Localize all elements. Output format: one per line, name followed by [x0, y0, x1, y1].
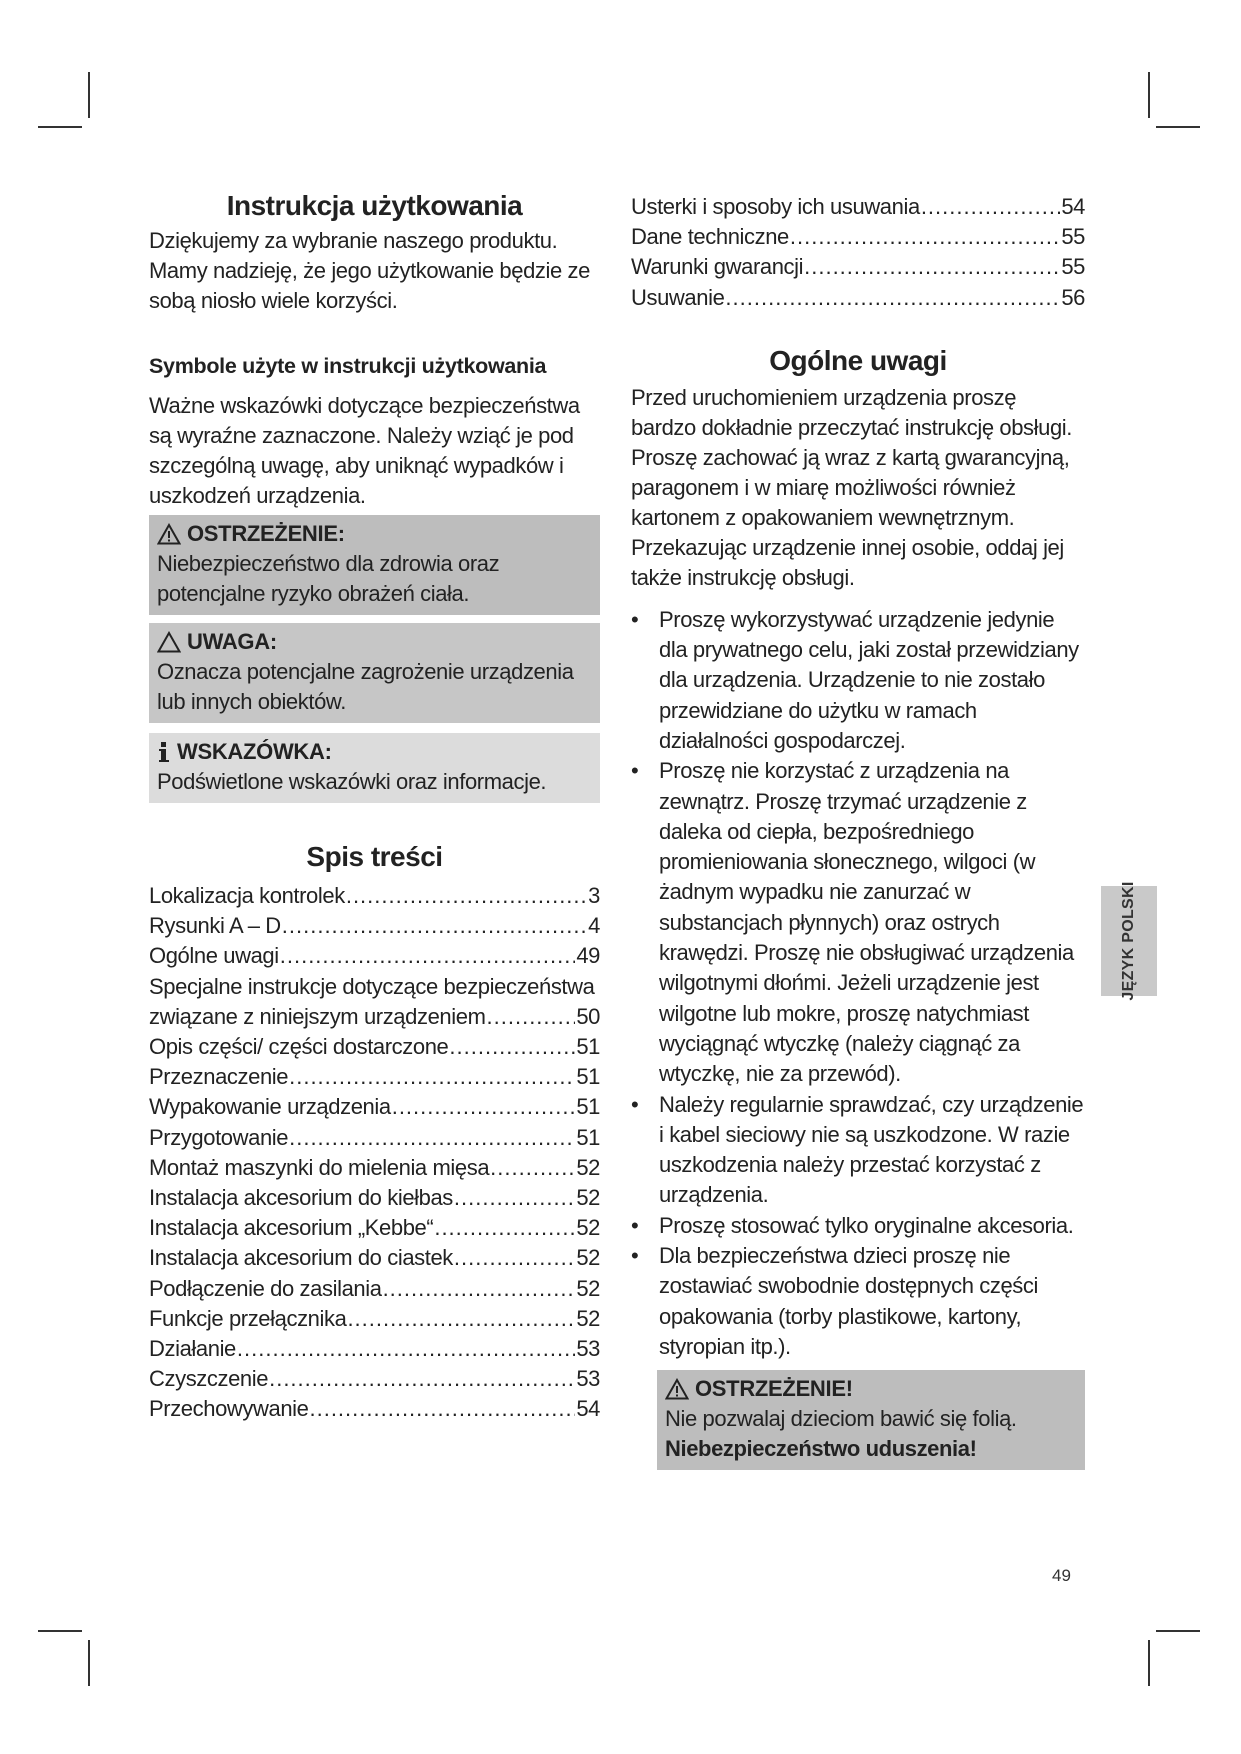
toc-item-label: Funkcje przełącznika	[149, 1305, 347, 1331]
toc-leader-dots	[392, 1092, 576, 1122]
toc-item-page: 54	[576, 1396, 600, 1422]
bullet-item	[631, 756, 1085, 1089]
page-title: Instrukcja użytkowania	[226, 190, 523, 221]
child-warning-bold: Niebezpieczeństwo uduszenia!	[665, 1436, 977, 1462]
bullet-text: Dla bezpieczeństwa dzieci proszę nie zostawiać swobodnie dostępnych części opakowania (torby plastikowe, kartony, styropian itp.).	[659, 1243, 1038, 1359]
crop-mark	[1148, 72, 1150, 118]
caution-text: Oznacza potencjalne zagrożenie urządzenia lub innych obiektów.	[157, 659, 574, 714]
toc-leader-dots	[487, 1002, 576, 1032]
caution-label: UWAGA:	[187, 629, 277, 654]
toc-item-page: 53	[576, 1366, 600, 1392]
toc-leader-dots	[309, 1394, 575, 1424]
toc-leader-dots	[280, 941, 576, 971]
toc-item	[149, 911, 600, 941]
toc-item-label: Warunki gwarancji	[631, 254, 804, 280]
toc-item-label: Czyszczenie	[149, 1366, 269, 1392]
bullet-text: Proszę nie korzystać z urządzenia na zewnątrz. Proszę trzymać urządzenie z daleka od ciepła, bezpośredniego promieniowania słonecznego, wilgoci (w żadnym wypadku nie zanurzać w substancjach płynnych) oraz ostrych krawędzi. Proszę nie obsługiwać urządzenia wilgotnymi dłońmi. Jeżeli urządzenie jest wilgotne lub mokre, proszę natychmiast wyciągnąć wtyczkę (należy ciągnąć za wtyczkę, nie za przewód).	[659, 758, 1074, 1087]
crop-mark	[1156, 126, 1200, 128]
toc-leader-dots	[269, 1364, 575, 1394]
toc-item	[149, 1213, 600, 1243]
toc-item-label: Wypakowanie urządzenia	[149, 1094, 391, 1120]
toc-item-label: Działanie	[149, 1336, 236, 1362]
toc-item	[149, 1334, 600, 1364]
toc-item-page: 4	[588, 913, 600, 939]
bullet-item	[631, 1090, 1085, 1211]
toc-item-label: Instalacja akcesorium do ciastek	[149, 1245, 453, 1271]
toc-item-label: Opis części/ części dostarczone	[149, 1034, 449, 1060]
toc-item-label: Lokalizacja kontrolek	[149, 883, 345, 908]
toc-item-page: 49	[576, 943, 600, 969]
toc-item-label: Specjalne instrukcje dotyczące bezpieczeństwa	[149, 973, 595, 999]
toc-item-label: Instalacja akcesorium „Kebbe“	[149, 1215, 434, 1241]
toc-leader-dots	[449, 1032, 575, 1062]
bullet-item	[631, 1241, 1085, 1362]
toc-item	[149, 1002, 600, 1032]
child-warning-plain: Nie pozwalaj dzieciom bawić się folią.	[665, 1406, 1017, 1432]
toc-item-label: Rysunki A – D	[149, 913, 281, 939]
toc-item	[631, 192, 1085, 222]
note-box	[149, 733, 600, 803]
toc-item	[149, 1153, 600, 1183]
toc-item-page: 51	[576, 1124, 600, 1150]
safety-bullets	[631, 605, 1085, 1362]
toc-leader-dots	[289, 1123, 575, 1153]
warning-text: Niebezpieczeństwo dla zdrowia oraz potencjalne ryzyko obrażeń ciała.	[157, 551, 500, 606]
caution-triangle-icon	[157, 631, 181, 653]
note-label: WSKAZÓWKA:	[177, 739, 332, 764]
toc-item-label: Podłączenie do zasilania	[149, 1275, 382, 1301]
toc-item-label: Ogólne uwagi	[149, 943, 279, 969]
bullet-marker: •	[631, 606, 639, 632]
toc-item	[631, 252, 1085, 282]
toc-leader-dots	[804, 252, 1060, 282]
toc-item	[149, 941, 600, 971]
toc-leader-dots	[454, 1183, 575, 1213]
toc-item-label: Usuwanie	[631, 284, 725, 310]
crop-mark	[1148, 1640, 1150, 1686]
toc-item-page: 52	[576, 1215, 600, 1241]
bullet-marker: •	[631, 1091, 639, 1117]
toc-item	[149, 1092, 600, 1122]
caution-box	[149, 623, 600, 723]
crop-mark	[88, 1640, 90, 1686]
toc-item	[149, 1364, 600, 1394]
toc-leader-dots	[434, 1213, 575, 1243]
toc-item-page: 52	[576, 1275, 600, 1301]
bullet-marker: •	[631, 1243, 639, 1269]
toc-item-page: 54	[1061, 194, 1085, 219]
general-text: Przed uruchomieniem urządzenia proszę bardzo dokładnie przeczytać instrukcję obsługi. Proszę zachować ją wraz z kartą gwarancyjną, paragonem i w miarę możliwości również kartonem z opakowaniem wewnętrznym. Przekazując urządzenie innej osobie, oddaj jej także instrukcję obsługi.	[631, 384, 1072, 590]
toc-item-label: Przygotowanie	[149, 1124, 289, 1150]
toc-list-continued	[631, 192, 1085, 313]
toc-item-label: związane z niniejszym urządzeniem	[149, 1003, 486, 1029]
child-warning-box	[657, 1370, 1085, 1470]
toc-item-label: Przeznaczenie	[149, 1064, 289, 1090]
intro-text: Dziękujemy za wybranie naszego produktu. Mamy nadzieję, że jego użytkowanie będzie ze sobą niosło wiele korzyści.	[149, 228, 590, 313]
toc-item-label: Montaż maszynki do mielenia mięsa	[149, 1154, 490, 1180]
toc-item-page: 52	[576, 1154, 600, 1180]
toc-item-page: 55	[1061, 254, 1085, 280]
toc-item-page: 51	[576, 1094, 600, 1120]
toc-leader-dots	[383, 1274, 576, 1304]
crop-mark	[1156, 1630, 1200, 1632]
toc-leader-dots	[282, 911, 587, 941]
toc-item-label: Usterki i sposoby ich usuwania	[631, 194, 920, 219]
child-warning-label: OSTRZEŻENIE!	[695, 1376, 853, 1402]
symbols-heading: Symbole użyte w instrukcji użytkowania	[149, 354, 547, 378]
toc-leader-dots	[725, 283, 1060, 313]
toc-item-page: 50	[576, 1003, 600, 1029]
language-tab	[1101, 881, 1157, 1001]
toc-item-page: 52	[576, 1245, 600, 1271]
right-column	[631, 192, 1085, 1470]
toc-leader-dots	[790, 222, 1060, 252]
toc-leader-dots	[921, 192, 1061, 222]
toc-item-page: 55	[1061, 224, 1085, 250]
bullet-marker: •	[631, 1212, 639, 1238]
crop-mark	[38, 1630, 82, 1632]
toc-item	[149, 1062, 600, 1092]
toc-item-page: 52	[576, 1185, 600, 1211]
toc-item	[149, 1394, 600, 1424]
general-title: Ogólne uwagi	[769, 344, 947, 376]
caution-header	[157, 627, 592, 657]
bullet-item	[631, 605, 1085, 756]
toc-item-page: 51	[576, 1034, 600, 1060]
language-tab-label: JĘZYK POLSKI	[1120, 881, 1137, 1001]
crop-mark	[88, 72, 90, 118]
bullet-text: Proszę wykorzystywać urządzenie jedynie dla prywatnego celu, jaki został przewidziany dla urządzenia. Urządzenie to nie zostało przewidziane do użytku w ramach działalności gospodarczej.	[659, 606, 1079, 753]
toc-item	[149, 1123, 600, 1153]
toc-leader-dots	[454, 1243, 575, 1273]
toc-leader-dots	[237, 1334, 575, 1364]
toc-item-page: 53	[576, 1336, 600, 1362]
page-number: 49	[1052, 1566, 1071, 1585]
child-warning-header	[665, 1374, 1077, 1404]
toc-item-label: Instalacja akcesorium do kiełbas	[149, 1185, 453, 1211]
toc-leader-dots	[490, 1153, 575, 1183]
left-column	[149, 190, 600, 1425]
warning-box	[149, 515, 600, 615]
symbols-text: Ważne wskazówki dotyczące bezpieczeństwa są wyraźne zaznaczone. Należy wziąć je pod szczególną uwagę, aby uniknąć wypadków i uszkodzeń urządzenia.	[149, 393, 580, 508]
toc-item-label: Przechowywanie	[149, 1396, 309, 1422]
bullet-text: Proszę stosować tylko oryginalne akcesoria.	[659, 1212, 1074, 1238]
toc-item	[149, 1304, 600, 1334]
warning-triangle-icon	[157, 523, 181, 545]
toc-item-page: 52	[576, 1305, 600, 1331]
toc-item	[149, 1274, 600, 1304]
toc-item-page: 56	[1061, 284, 1085, 310]
toc-item-page: 51	[576, 1064, 600, 1090]
crop-mark	[38, 126, 82, 128]
note-header	[157, 737, 592, 767]
toc-list	[149, 881, 600, 1425]
toc-leader-dots	[347, 1304, 575, 1334]
toc-item	[149, 972, 600, 1002]
bullet-marker: •	[631, 758, 639, 784]
note-text: Podświetlone wskazówki oraz informacje.	[157, 769, 547, 794]
bullet-text: Należy regularnie sprawdzać, czy urządzenie i kabel sieciowy nie są uszkodzone. W razie uszkodzenia należy przestać korzystać z urządzenia.	[659, 1091, 1084, 1208]
toc-leader-dots	[346, 881, 587, 911]
toc-leader-dots	[289, 1062, 575, 1092]
toc-item	[149, 1183, 600, 1213]
bullet-item	[631, 1211, 1085, 1241]
warning-label: OSTRZEŻENIE:	[187, 521, 345, 546]
info-icon	[157, 741, 171, 763]
child-warning-text	[665, 1404, 1077, 1464]
toc-item	[631, 283, 1085, 313]
toc-item	[149, 881, 600, 911]
toc-item	[149, 1243, 600, 1273]
toc-item	[631, 222, 1085, 252]
toc-item-page: 3	[588, 883, 600, 908]
toc-title: Spis treści	[306, 841, 443, 872]
toc-item-label: Dane techniczne	[631, 224, 789, 250]
toc-item	[149, 1032, 600, 1062]
warning-triangle-icon	[665, 1378, 689, 1400]
warning-header	[157, 519, 592, 549]
